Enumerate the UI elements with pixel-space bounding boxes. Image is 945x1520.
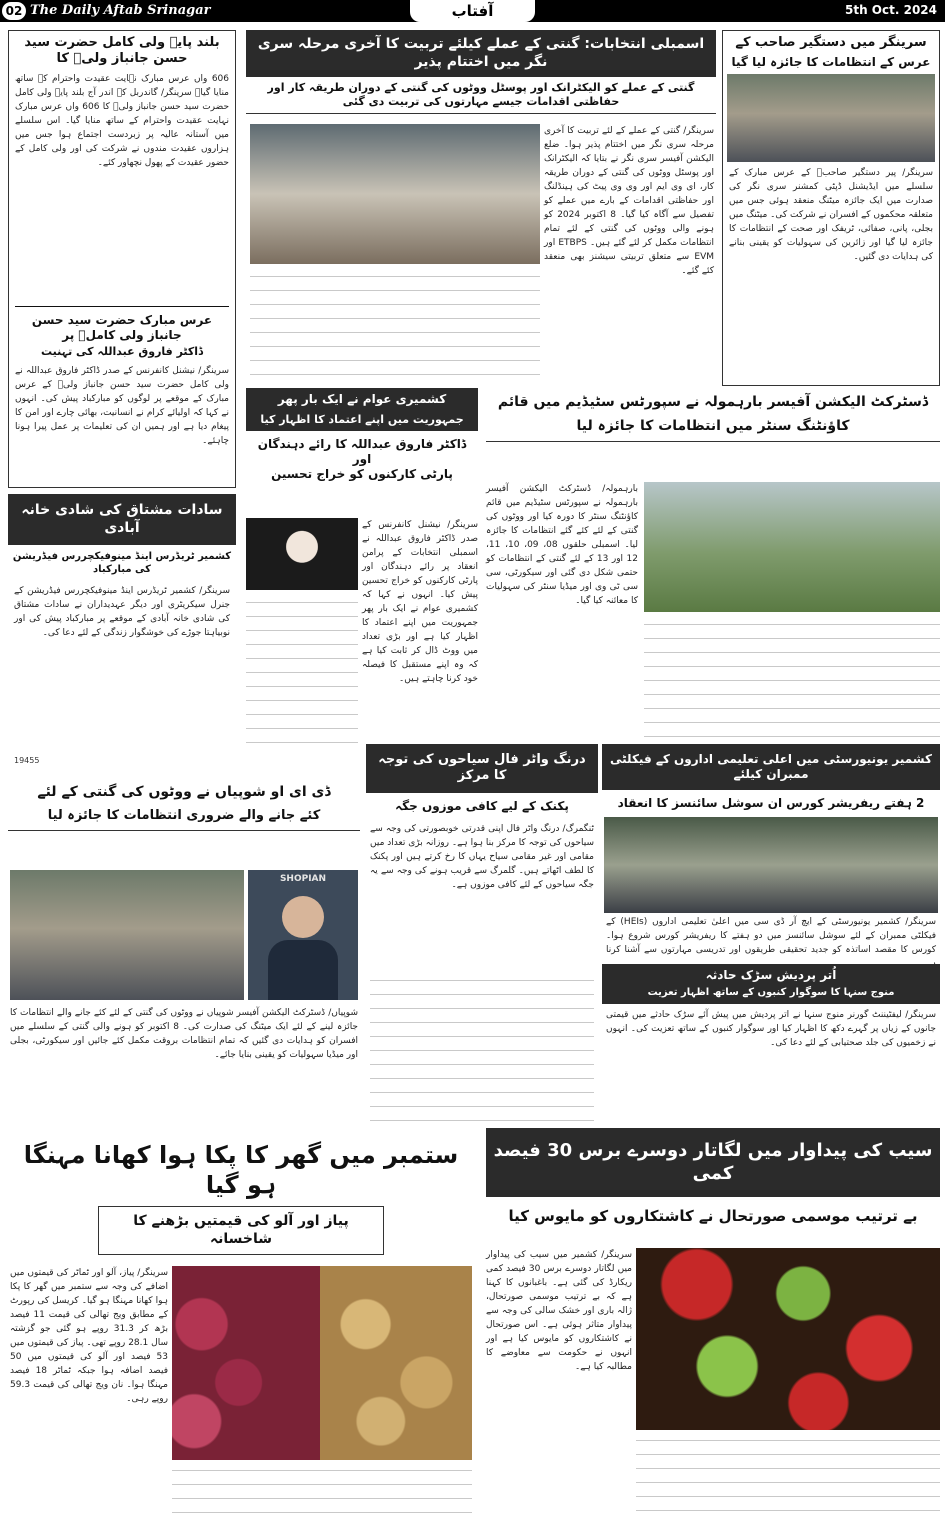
article-apple-body-continued (636, 1434, 940, 1514)
article-thali (8, 1128, 474, 1516)
article-waterfall-body-continued (370, 974, 594, 1124)
article-tribute-body: سرینگر/ نیشنل کانفرنس کے صدر ڈاکٹر فاروق عبداللہ نے ولی کامل حضرت سید حسن جانباز ولیؒ کے عرس مبارک کے موقعے پر لوگوں کو مبارکباد پیش کی۔ انہوں نے کہا کہ اولیائے کرام نے انسانیت، بھائی چارے اور امن کا پیغام دیا ہے اور ہمیں ان کی تعلیمات پر عمل پیرا ہونا چاہئے۔ (15, 366, 229, 447)
article-accident-body: سرینگر/ لیفٹیننٹ گورنر منوج سنہا نے اتر پردیش میں پیش آئے سڑک حادثے میں قیمتی جانوں کے زیاں پر گہرے دکھ کا اظہار کیا اور سوگوار کنبوں کے ساتھ تعزیت کی۔ انہوں نے زخمیوں کی جلد صحتیابی کے لئے دعا کی۔ (606, 1009, 936, 1048)
article-refresher-subtitle: 2 ہفتے ریفریشر کورس ان سوشل سائنسز کا انعقاد (617, 796, 925, 810)
article-tribute-title: عرس مبارک حضرت سید حسن جانباز ولی کاملؒ پر (31, 312, 213, 342)
article-dastgir-title: سرینگر میں دستگیر صاحب کے (735, 35, 927, 50)
article-waterfall-title: درنگ واٹر فال سیاحوں کی توجہ کا مرکز (366, 744, 598, 793)
article-urs-body: 606 واں عرس مبارک نہایت عقیدت واحترام کے ساتھ منایا گیا۔ سرینگر/ گاندربل کے اندر آج بلند پایہ ولی کامل حضرت سید حسن جانباز ولیؒ کا 606 واں عرس مبارک نہایت عقیدت واحترام کے ساتھ منایا گیا۔ اس سلسلے میں آستانہ عالیہ پر زبردست اجتماع ہوا جس میں ہزاروں عقیدت مندوں نے شرکت کی اور ولی کامل کے حضور عقیدت کے پھول نچھاور کئے۔ (15, 73, 230, 168)
shopian-meeting-photo (10, 870, 244, 1000)
farooq-abdullah-portrait (246, 518, 358, 590)
article-farooq-body-continued (246, 596, 358, 744)
article-baramulla-subtitle: کاؤنٹنگ سنٹر میں انتظامات کا جائزہ لیا (486, 416, 940, 443)
article-counting-training-body: سرینگر/ گنتی کے عملے کے لئے تربیت کا آخری مرحلہ سری نگر میں اختتام پذیر ہوا۔ ضلع الیکشن آفیسر سری نگر نے بتایا کہ الیکٹرانک اور پوسٹل ووٹوں کی گنتی کے دوران طریقہ کار، ای وی ایم اور وی وی پیٹ کی ہینڈلنگ اور حفاظتی اقدامات کے بارے میں عملے کو تفصیل سے آگاہ کیا گیا۔ 8 اکتوبر 2024 کو ہونے والی ووٹوں کی گنتی کے لئے تمام انتظامات مکمل کر لئے گئے ہیں۔ ETBPS اور EVM سے متعلق تربیتی سیشنز بھی منعقد کئے گئے۔ (544, 126, 715, 276)
article-shopian-body: شوپیاں/ ڈسٹرکٹ الیکشن آفیسر شوپیاں نے ووٹوں کی گنتی کے لئے کئے جانے والے انتظامات کا جائزہ لینے کے لئے ایک میٹنگ کی صدارت کی۔ 8 اکتوبر کو ہونے والی گنتی کے سلسلے میں افسران کو ہدایات دی گئیں کہ تمام انتظامات بروقت مکمل کئے جائیں اور سیکورٹی، بجلی اور میڈیا سہولیات کو یقینی بنایا جائے۔ (10, 1008, 358, 1060)
article-counting-training (246, 30, 716, 382)
article-farooq-subtitle2: پارٹی کارکنوں کو خراج تحسین (271, 466, 453, 481)
article-waterfall (366, 744, 598, 1120)
article-apple (486, 1128, 940, 1516)
article-dastgir-subtitle: عرس کے انتظامات کا جائزہ لیا گیا (731, 55, 931, 70)
onion-photo (172, 1266, 320, 1460)
officer-suit (268, 940, 338, 1000)
ad-code: 19455 (14, 756, 40, 765)
article-farooq-subtitle: جمہوریت میں اپنے اعتماد کا اظہار کیا (246, 411, 478, 431)
article-accident (602, 964, 940, 1122)
article-urs (8, 30, 236, 488)
article-dastgir (722, 30, 940, 386)
counting-training-photo (250, 124, 540, 264)
officer-face (282, 896, 324, 938)
article-thali-subtitle: پیاز اور آلو کی قیمتیں بڑھنے کا شاخسانہ (98, 1206, 384, 1255)
article-apple-title: سیب کی پیداوار میں لگاتار دوسرے برس 30 فیصد کمی (486, 1128, 940, 1197)
article-wedding-subtitle: کشمیر ٹریڈرس اینڈ مینوفیکچررس فیڈریشن کی مبارکباد (12, 551, 232, 575)
apple-photo (636, 1248, 940, 1430)
article-shopian-title: ڈی ای او شوپیاں نے ووٹوں کی گنتی کے لئے (37, 784, 331, 800)
top-bar (0, 0, 945, 22)
article-accident-title: اُتر پردیش سڑک حادثہ (602, 964, 940, 987)
article-baramulla (486, 390, 940, 740)
article-dastgir-body: سرینگر/ پیر دستگیر صاحبؒ کے عرس مبارک کے سلسلے میں ایڈیشنل ڈپٹی کمشنر سری نگر کی صدارت میں ایک جائزہ میٹنگ منعقد ہوئی جس میں متعلقہ محکموں کے افسران نے شرکت کی۔ میٹنگ میں بجلی، پانی، صفائی، ٹریفک اور صحت کے انتظامات کا جائزہ لیا گیا اور زائرین کی سہولیات کو یقینی بنانے کی ہدایات دی گئیں۔ (729, 168, 933, 263)
article-baramulla-body-continued (644, 618, 940, 738)
article-counting-training-title: اسمبلی انتخابات: گنتی کے عملے کیلئے تربیت کا آخری مرحلہ سری نگر میں اختتام پذیر (246, 30, 716, 77)
article-baramulla-title: ڈسٹرکٹ الیکشن آفیسر بارہمولہ نے سپورٹس سٹیڈیم میں قائم (497, 394, 929, 410)
article-counting-training-body-continued (250, 270, 540, 380)
article-waterfall-body: ٹنگمرگ/ درنگ واٹر فال اپنی قدرتی خوبصورتی کی وجہ سے سیاحوں کی توجہ کا مرکز بنا ہوا ہے۔ روزانہ بڑی تعداد میں مقامی اور غیر مقامی سیاح یہاں کا رخ کرتے ہیں اور پکنک کا لطف اٹھاتے ہیں۔ گلمرگ سے قریب ہونے کی وجہ سے یہ جگہ سیاحوں کے لئے کافی موزوں ہے۔ (370, 823, 594, 890)
article-refresher-title: کشمیر یونیورسٹی میں اعلی تعلیمی اداروں کے فیکلٹی ممبران کیلئے (602, 744, 940, 790)
article-apple-subtitle: بے ترتیب موسمی صورتحال نے کاشتکاروں کو مایوس کیا (508, 1207, 918, 1225)
article-farooq (246, 388, 478, 744)
shopian-officer-photo (248, 870, 358, 1000)
article-farooq-body: سرینگر/ نیشنل کانفرنس کے صدر ڈاکٹر فاروق عبداللہ نے اسمبلی انتخابات کے پرامن انعقاد پر رائے دہندگان اور پارٹی کارکنوں کو خراج تحسین پیش کیا۔ انہوں نے کہا کہ کشمیری عوام نے ایک بار پھر جمہوریت میں اپنے اعتماد کا اظہار کیا ہے اور بڑی تعداد میں ووٹ ڈال کر ثابت کیا ہے کہ وہ اپنے مستقبل کا فیصلہ خود کرنا چاہتے ہیں۔ (362, 520, 478, 684)
potato-photo (320, 1266, 472, 1460)
baramulla-inspection-photo (644, 482, 940, 612)
article-farooq-title2: ڈاکٹر فاروق عبداللہ کا رائے دہندگان اور (257, 436, 467, 466)
issue-date: 5th Oct. 2024 (845, 3, 937, 17)
masthead-logo: آفتاب (410, 0, 535, 22)
article-thali-title: ستمبر میں گھر کا پکا ہوا کھانا مہنگا ہو گیا (23, 1141, 459, 1199)
article-wedding (8, 494, 236, 774)
article-thali-body-continued (172, 1464, 472, 1514)
article-farooq-title: کشمیری عوام نے ایک بار پھر (246, 388, 478, 411)
refresher-group-photo (604, 817, 938, 913)
article-tribute-subtitle: ڈاکٹر فاروق عبداللہ کی تہنیت (41, 344, 203, 358)
page-number: 02 (2, 2, 26, 20)
article-urs-title: بلند پایہ ولی کامل حضرت سید حسن جانباز ولیؒ کا (24, 35, 220, 67)
paper-name: The Daily Aftab Srinagar (30, 3, 211, 18)
article-counting-training-subtitle: گنتی کے عملے کو الیکٹرانک اور پوسٹل ووٹوں کی گنتی کے دوران طریقہ کار اور حفاظتی اقدامات جیسے مہارتوں کی تربیت دی گئی (246, 77, 716, 114)
article-refresher (602, 744, 940, 962)
article-baramulla-body: بارہمولہ/ ڈسٹرکٹ الیکشن آفیسر بارہمولہ نے سپورٹس سٹیڈیم میں قائم کاؤنٹنگ سنٹر کا دورہ کیا اور ووٹوں کی گنتی کے لئے کئے گئے انتظامات کا جائزہ لیا۔ اسمبلی حلقوں 08، 09، 10، 11، 12 اور 13 کے لئے گنتی کے انتظامات کو حتمی شکل دی گئی اور سیکورٹی، سی سی ٹی وی اور میڈیا سنٹر کی سہولیات کا معائنہ کیا گیا۔ (486, 484, 639, 606)
article-apple-body: سرینگر/ کشمیر میں سیب کی پیداوار میں لگاتار دوسرے برس 30 فیصد کمی ریکارڈ کی گئی ہے۔ باغبانوں کا کہنا ہے کہ بے ترتیب موسمی صورتحال، ژالہ باری اور خشک سالی کی وجہ سے پیداوار متاثر ہوئی ہے۔ اس صورتحال نے کاشتکاروں کو مایوس کیا ہے اور انہوں نے حکومت سے معاوضے کا مطالبہ کیا ہے۔ (486, 1250, 632, 1372)
article-thali-body: سرینگر/ پیاز، آلو اور ٹماٹر کی قیمتوں میں اضافے کی وجہ سے ستمبر میں گھر کا پکا ہوا کھانا مہنگا ہو گیا۔ کریسل کی رپورٹ کے مطابق ویج تھالی کی قیمت 11 فیصد بڑھ کر 31.3 روپے ہو گئی جو گزشتہ سال 28.1 روپے تھی۔ پیاز کی قیمتوں میں 53 فیصد اور آلو کی قیمتوں میں 50 فیصد اضافہ ہوا جبکہ ٹماٹر 18 فیصد مہنگا ہوا۔ نان ویج تھالی کی قیمت 59.3 روپے رہی۔ (10, 1268, 168, 1404)
article-waterfall-subtitle: پکنک کے لیے کافی موزوں جگہ (395, 798, 569, 813)
article-shopian (8, 780, 360, 1122)
article-wedding-title: سادات مشتاق کی شادی خانہ آبادی (8, 494, 236, 545)
article-wedding-body: سرینگر/ کشمیر ٹریڈرس اینڈ مینوفیکچررس فیڈریشن کے جنرل سیکریٹری اور دیگر عہدیداران نے سادات مشتاق کی شادی خانہ آبادی کے موقعے پر مبارکباد پیش کی اور نوبیاہتا جوڑے کی خوشگوار زندگی کے لئے دعا کی۔ (14, 586, 230, 638)
divider (15, 306, 229, 307)
article-accident-subtitle: منوج سنہا کا سوگوار کنبوں کے ساتھ اظہار تعزیت (602, 987, 940, 1004)
article-shopian-subtitle: کئے جانے والے ضروری انتظامات کا جائزہ لیا (8, 806, 360, 831)
dastgir-meeting-photo (727, 74, 935, 162)
shopian-photo-label: SHOPIAN (279, 874, 327, 884)
article-refresher-body: سرینگر/ کشمیر یونیورسٹی کے ایچ آر ڈی سی میں اعلیٰ تعلیمی اداروں (HEIs) کے فیکلٹی ممبران کے لئے سوشل سائنسز میں دو ہفتے کا ریفریشر کورس شروع ہوا۔ کورس کا مقصد اساتذہ کو جدید تحقیقی طریقوں اور تدریسی مہارتوں سے آشنا کرنا (606, 917, 936, 955)
